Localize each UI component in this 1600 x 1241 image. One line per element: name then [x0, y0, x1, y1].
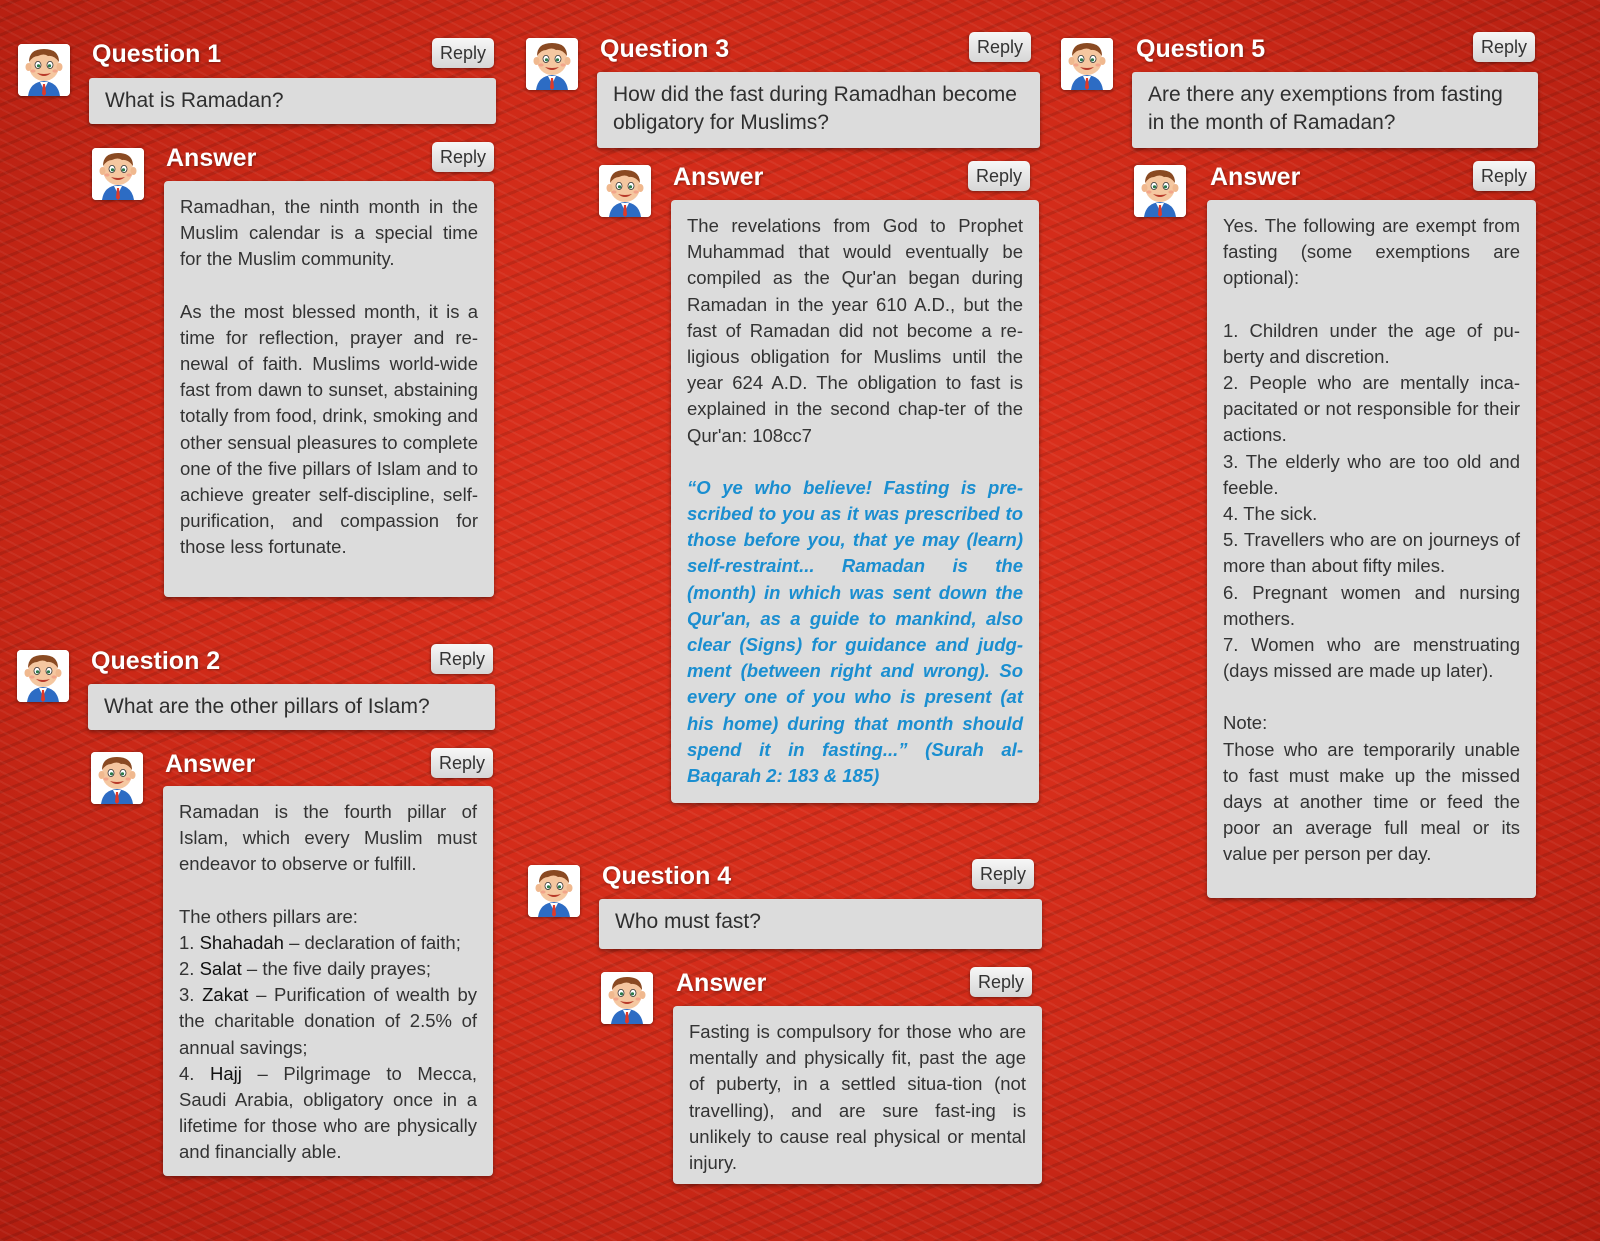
quran-quote: “O ye who believe! Fasting is pre-scribed to you as it was prescribed to those before you, that ye may (learn) self-restraint... Ramadan is the (month) in which was sent down the Qur'an, as a guide to mankind, also clear (Signs) for guidance and judg-ment (between right and wrong). So every one of you who is present (at his home) during that month should spend it in fasting...” (Surah al-Baqarah 2: 183 & 185) [687, 476, 1023, 787]
question-5-text: Are there any exemptions from fasting in the month of Ramadan? [1132, 72, 1538, 148]
pillar-item-1: 1. Shahadah – declaration of faith; [179, 931, 461, 953]
avatar-icon [91, 752, 143, 804]
answer-3-title: Answer [673, 163, 764, 191]
question-4-reply-button[interactable]: Reply [972, 859, 1034, 889]
answer-3-paragraph: The revelations from God to Prophet Muhammad that would eventually be compiled as the Qur'an began during Ramadan in the year 610 A.D., but the fast of Ramadan did not become a re-ligious obligation for Muslims until the year 624 A.D. The obligation to fast is explained in the second chap-ter of the Qur'an: 108cc7 [687, 215, 1023, 446]
answer-4-reply-button[interactable]: Reply [970, 967, 1032, 997]
question-3-text: How did the fast during Ramadhan become obligatory for Muslims? [597, 72, 1040, 148]
avatar-icon [18, 44, 70, 96]
avatar-icon [528, 865, 580, 917]
answer-2-intro: Ramadan is the fourth pillar of Islam, which every Muslim must endeavor to observe or fulfill. [179, 801, 477, 875]
answer-2-text [163, 786, 493, 1176]
answer-1-paragraph-2: As the most blessed month, it is a time for reflection, prayer and re-newal of faith. Muslims world-wide fast from dawn to sunset, abstaining totally from food, drink, smoking and other sensual pleasures to complete one of the five pillars of Islam and to achieve greater self-discipline, self-purification, and compassion for those less fortunate. [180, 300, 478, 558]
note-label: Note: [1223, 712, 1268, 734]
exemption-item-7: 7. Women who are menstruating (days missed are made up later). [1223, 634, 1520, 682]
exemption-item-3: 3. The elderly who are too old and feeble. [1223, 450, 1520, 498]
exemption-item-4: 4. The sick. [1223, 503, 1318, 525]
avatar-icon [526, 38, 578, 90]
answer-1-reply-button[interactable]: Reply [432, 142, 494, 172]
pillar-item-4: 4. Hajj – Pilgrimage to Mecca, Saudi Arabia, obligatory once in a lifetime for those who are physically and financially able. [179, 1062, 478, 1163]
avatar-icon [17, 650, 69, 702]
answer-3-reply-button[interactable]: Reply [968, 161, 1030, 191]
question-1-text: What is Ramadan? [89, 78, 496, 124]
avatar-icon [1061, 38, 1113, 90]
answer-1-title: Answer [166, 144, 257, 172]
answer-5-title: Answer [1210, 163, 1301, 191]
exemption-item-2: 2. People who are mentally inca-pacitated or not responsible for their actions. [1223, 372, 1520, 446]
question-3-title: Question 3 [600, 35, 730, 63]
question-3-reply-button[interactable]: Reply [969, 32, 1031, 62]
exemption-item-6: 6. Pregnant women and nursing mothers. [1223, 581, 1520, 629]
answer-4-title: Answer [676, 969, 767, 997]
answer-3-text [671, 200, 1039, 803]
avatar-icon [1134, 165, 1186, 217]
question-4-text: Who must fast? [599, 899, 1042, 949]
question-2-title: Question 2 [91, 647, 221, 675]
question-2-reply-button[interactable]: Reply [431, 644, 493, 674]
answer-5-intro: Yes. The following are exempt from fasting (some exemptions are optional): [1223, 215, 1520, 289]
question-2-text: What are the other pillars of Islam? [88, 684, 495, 730]
answer-1-text [164, 181, 494, 597]
question-4-title: Question 4 [602, 862, 732, 890]
answer-2-reply-button[interactable]: Reply [431, 748, 493, 778]
answer-2-list-heading: The others pillars are: [179, 905, 358, 927]
question-1-title: Question 1 [92, 40, 222, 68]
avatar-icon [599, 165, 651, 217]
question-5-reply-button[interactable]: Reply [1473, 32, 1535, 62]
avatar-icon [601, 972, 653, 1024]
answer-2-title: Answer [165, 750, 256, 778]
pillar-item-2: 2. Salat – the five daily prayes; [179, 958, 431, 980]
exemption-item-1: 1. Children under the age of pu-berty and discretion. [1223, 319, 1520, 367]
exemption-item-5: 5. Travellers who are on journeys of more than about fifty miles. [1223, 529, 1520, 577]
answer-5-text [1207, 200, 1536, 898]
answer-5-reply-button[interactable]: Reply [1473, 161, 1535, 191]
answer-1-paragraph-1: Ramadhan, the ninth month in the Muslim calendar is a special time for the Muslim community. [180, 196, 478, 270]
note-text: Those who are temporarily unable to fast must make up the missed days at another time or feed the poor an average full meal or its value per person per day. [1223, 738, 1520, 865]
answer-4-text [673, 1006, 1042, 1184]
question-5-title: Question 5 [1136, 35, 1266, 63]
question-1-reply-button[interactable]: Reply [432, 38, 494, 68]
answer-4-paragraph: Fasting is compulsory for those who are mentally and physically fit, past the age of puberty, in a settled situa-tion (not travelling), and are sure fast-ing is unlikely to cause real physical or mental injury. [689, 1021, 1026, 1174]
pillar-item-3: 3. Zakat – Purification of wealth by the charitable donation of 2.5% of annual savings; [179, 984, 477, 1058]
avatar-icon [92, 148, 144, 200]
